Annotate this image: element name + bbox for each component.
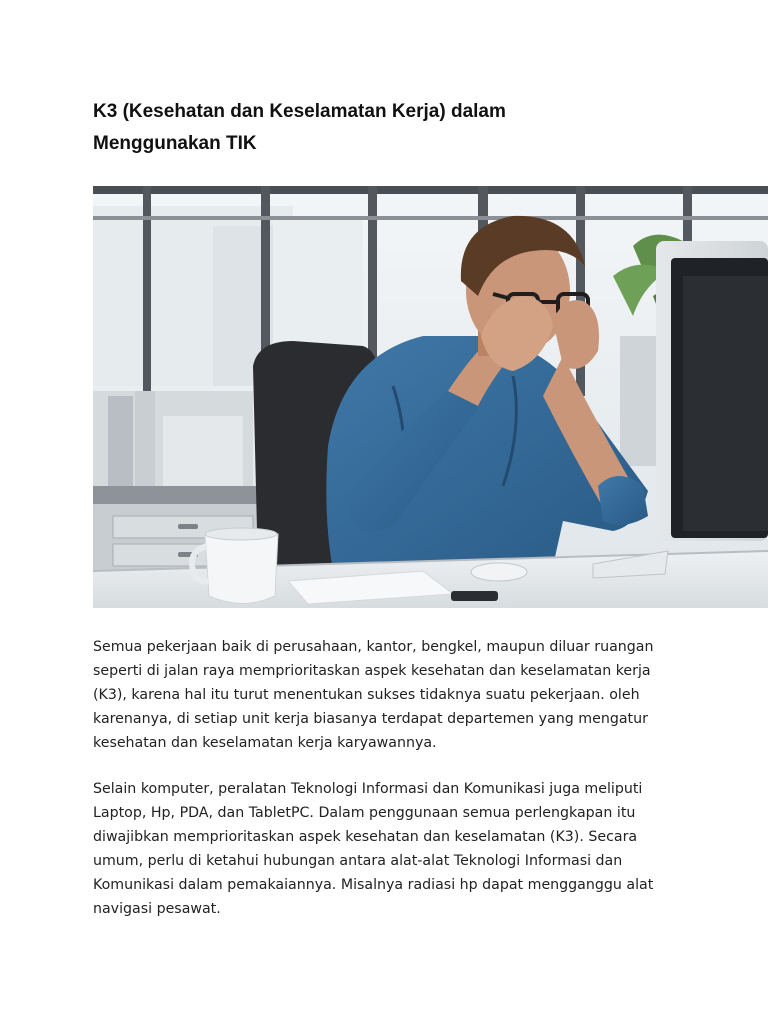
paragraph-2: Selain komputer, peralatan Teknologi Informasi dan Komunikasi juga meliputi Laptop, Hp, PDA, dan TabletPC. Dalam penggunaan semua perlengkapan itu diwajibkan memprioritaskan aspek kesehatan dan keselamatan (K3). Secara umum, perlu di ketahui hubungan antara alat-alat Teknologi Informasi dan Komunikasi dalam pemakaiannya. Misalnya radiasi hp dapat mengganggu alat navigasi pesawat.: [93, 781, 654, 917]
window-frame: [93, 186, 768, 194]
computer-mouse: [471, 563, 527, 581]
computer-monitor: [656, 241, 768, 541]
mobile-phone: [451, 591, 498, 601]
office-worker-illustration: [93, 186, 768, 608]
article-photo: [93, 186, 768, 608]
article-title: K3 (Kesehatan dan Keselamatan Kerja) dalam Menggunakan TIK: [93, 101, 506, 154]
paragraph-1: Semua pekerjaan baik di perusahaan, kantor, bengkel, maupun diluar ruangan seperti di jalan raya memprioritaskan aspek kesehatan dan keselamatan kerja (K3), karena hal itu turut menentukan sukses tidaknya suatu pekerjaan. oleh karenanya, di setiap unit kerja biasanya terdapat departemen yang mengatur kesehatan dan keselamatan kerja karyawannya.: [93, 639, 654, 751]
